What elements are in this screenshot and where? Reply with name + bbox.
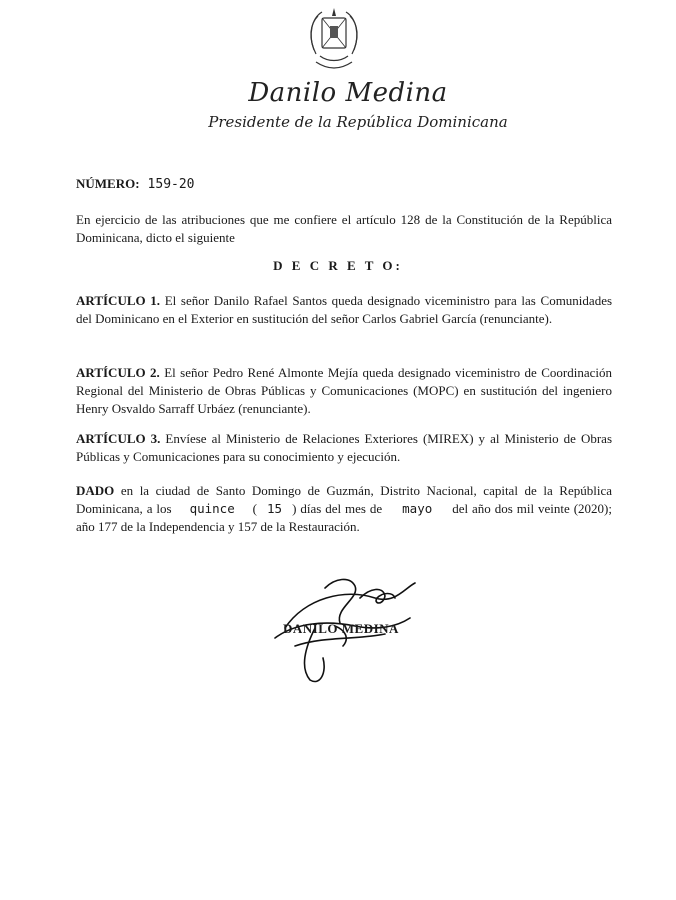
article-2 [76,364,612,418]
article-1-text: El señor Danilo Rafael Santos queda designado viceministro para las Comunidades del Dominicano en el Exterior en sustitución del señor Carlos Gabriel García (renunciante). [76,293,613,326]
dado-text-1: en la ciudad de Santo Domingo de Guzmán, Distrito Nacional, capital de la República Dominicana, a los [76,483,612,516]
dado-text-2: días del mes de [300,501,383,516]
decree-number-value: 159-20 [147,177,195,192]
dado-month: mayo [402,501,433,516]
decree-number [76,175,612,194]
article-2-label: ARTÍCULO 2. [76,365,160,380]
article-2-text: El señor Pedro René Almonte Mejía queda designado viceministro de Coordinación Regional del Ministerio de Obras Públicas y Comunicaciones (MOPC) en sustitución del ingeniero Henry Osvaldo Sarraff Urbáez (renunciante). [76,365,613,416]
decree-number-label: NÚMERO: [76,176,140,191]
signature-printed-name: DANILO MEDINA [283,621,399,636]
dado-label: DADO [76,483,115,498]
coat-of-arms-icon [292,4,376,74]
article-1 [76,292,612,328]
intro-paragraph: En ejercicio de las atribuciones que me confiere el artículo 128 de la Constitución de la República Dominicana, dicto el siguiente [76,212,612,245]
header-name: Danilo Medina [248,78,448,108]
header-title: Presidente de la República Dominicana [208,113,508,131]
dado-paragraph: DADO en la ciudad de Santo Domingo de Guzmán, Distrito Nacional, capital de la República Dominicana, a los quince ( 15 ) días del mes de mayo del año dos mil veinte (2020); año 177 de la Independencia y 157 de la Restauración. [76,483,613,534]
article-3-text: Envíese al Ministerio de Relaciones Exteriores (MIREX) y al Ministerio de Obras Públicas y Comunicaciones para su conocimiento y ejecución. [76,431,613,464]
decreto-heading: D E C R E T O: [273,258,403,273]
dado-day-words: quince [189,501,235,516]
article-3-label: ARTÍCULO 3. [76,431,161,446]
dado-text-3: del año dos mil veinte (2020); año 177 de la Independencia y 157 de la Restauración. [76,501,613,534]
dado-day-number: 15 [267,501,283,516]
article-3 [76,430,612,466]
article-1-label: ARTÍCULO 1. [76,293,161,308]
